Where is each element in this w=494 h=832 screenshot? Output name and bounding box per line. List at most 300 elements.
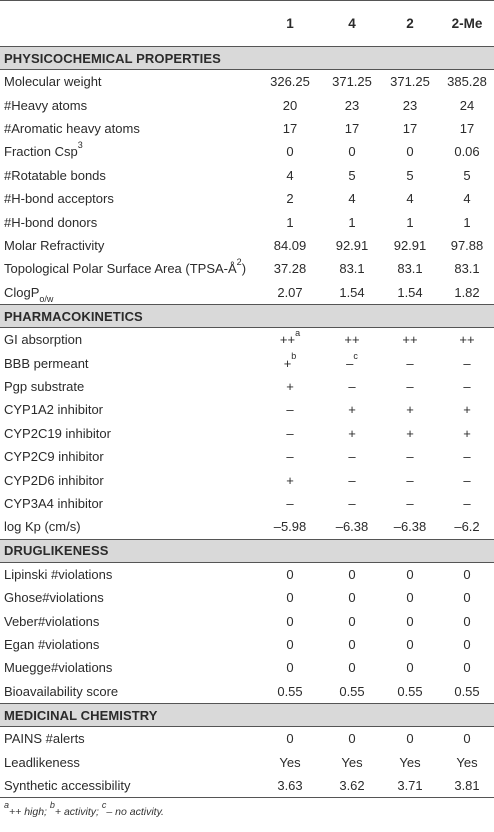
cell-value: 5 <box>348 167 356 183</box>
cell-value: + <box>463 402 471 418</box>
table-cell <box>327 261 377 276</box>
cell-value: – <box>406 449 414 465</box>
cell-value: Yes <box>456 754 478 770</box>
cell-value: 0 <box>463 731 471 747</box>
cell-value: 0 <box>286 613 294 629</box>
table-cell <box>327 74 377 89</box>
row-label-text: #Aromatic heavy atoms <box>4 120 140 136</box>
cell-value: 0 <box>406 660 414 676</box>
cell-value: 1 <box>286 214 294 230</box>
table-cell <box>442 98 492 113</box>
cell-value: – <box>463 378 471 394</box>
table-cell <box>442 191 492 206</box>
cell-value: 0 <box>406 613 414 629</box>
row-label-superscript: 3 <box>77 140 83 151</box>
cell-value: 0 <box>348 590 356 606</box>
section-title: MEDICINAL CHEMISTRY <box>4 707 158 723</box>
table-row <box>0 210 494 233</box>
table-cell <box>327 519 377 534</box>
row-label <box>4 215 97 230</box>
cell-value: 0 <box>406 731 414 747</box>
table-row <box>0 328 494 351</box>
row-label-text: Veber#violations <box>4 613 100 629</box>
table-cell <box>265 590 315 605</box>
table-cell <box>385 426 435 441</box>
table-cell <box>327 144 377 159</box>
table-cell <box>265 637 315 652</box>
table-row <box>0 70 494 93</box>
row-label <box>4 191 114 206</box>
row-label-text: PAINS #alerts <box>4 731 85 747</box>
table-row <box>0 515 494 538</box>
cell-value: 4 <box>286 167 294 183</box>
table-cell <box>265 755 315 770</box>
row-label-text: BBB permeant <box>4 355 89 371</box>
table-cell <box>265 327 315 348</box>
table-rule <box>0 797 494 798</box>
row-label <box>4 426 111 441</box>
cell-value: + <box>283 355 292 371</box>
table-cell <box>265 379 315 394</box>
table-row <box>0 609 494 632</box>
cell-value: – <box>463 449 471 465</box>
row-label-text: #Rotatable bonds <box>4 167 106 183</box>
cell-value: 24 <box>459 97 475 113</box>
table-cell <box>442 144 492 159</box>
row-label <box>4 332 82 347</box>
table-row <box>0 445 494 468</box>
table-cell <box>265 567 315 582</box>
cell-value: 17 <box>459 120 475 136</box>
cell-value: 1 <box>348 214 356 230</box>
row-label-text: Synthetic accessibility <box>4 777 131 793</box>
table-cell <box>442 684 492 699</box>
row-label-text: Topological Polar Surface Area (TPSA-Å <box>4 261 237 277</box>
table-row <box>0 563 494 586</box>
table-cell <box>265 660 315 675</box>
table-cell <box>327 473 377 488</box>
table-cell <box>442 590 492 605</box>
table-row <box>0 633 494 656</box>
row-label-text: ClogP <box>4 284 40 300</box>
cell-value: 1 <box>463 214 471 230</box>
table-row <box>0 750 494 773</box>
table-row <box>0 422 494 445</box>
table-cell <box>442 755 492 770</box>
table-cell <box>265 402 315 417</box>
table-cell <box>327 121 377 136</box>
table-cell <box>265 778 315 793</box>
cell-value: –5.98 <box>273 519 307 535</box>
row-label <box>4 755 80 770</box>
row-label-text: CYP2C19 inhibitor <box>4 425 111 441</box>
table-row <box>0 586 494 609</box>
row-label-text: #H-bond acceptors <box>4 191 114 207</box>
table-cell <box>327 684 377 699</box>
cell-value: – <box>406 472 414 488</box>
section-title: DRUGLIKENESS <box>4 543 109 559</box>
cell-value: ++ <box>344 332 360 348</box>
table-row <box>0 281 494 304</box>
row-label <box>4 473 104 488</box>
table-cell <box>385 168 435 183</box>
table-cell <box>385 285 435 300</box>
table-cell <box>327 351 377 371</box>
cell-value: Yes <box>341 754 363 770</box>
row-label <box>4 567 112 582</box>
table-cell <box>265 351 315 371</box>
table-cell <box>327 426 377 441</box>
cell-value: – <box>463 355 471 371</box>
row-label <box>4 614 99 629</box>
cell-value: + <box>286 378 294 394</box>
row-label-text: Lipinski #violations <box>4 566 113 582</box>
cell-value: ++ <box>459 332 475 348</box>
row-label-text: Pgp substrate <box>4 378 85 394</box>
footnote-mark-c: c <box>101 799 107 810</box>
table-row <box>0 351 494 374</box>
row-label <box>4 519 81 534</box>
cell-value: 83.1 <box>397 261 423 277</box>
cell-value: 17 <box>344 120 360 136</box>
cell-value: 0 <box>348 731 356 747</box>
table-cell <box>442 496 492 511</box>
table-row <box>0 774 494 797</box>
table-row <box>0 398 494 421</box>
cell-value: + <box>286 472 294 488</box>
cell-superscript: c <box>353 351 358 362</box>
table-row <box>0 656 494 679</box>
table-cell <box>265 519 315 534</box>
table-cell <box>442 731 492 746</box>
cell-value: 0.55 <box>397 683 423 699</box>
cell-value: 17 <box>402 120 418 136</box>
cell-value: 0.55 <box>277 683 303 699</box>
cell-value: 4 <box>348 191 356 207</box>
row-label <box>4 356 89 371</box>
row-label-text: Molecular weight <box>4 74 102 90</box>
cell-value: 371.25 <box>390 74 430 90</box>
table-cell <box>327 567 377 582</box>
table-row <box>0 468 494 491</box>
table-cell <box>265 144 315 159</box>
table-cell <box>265 261 315 276</box>
table-cell <box>385 332 435 347</box>
cell-value: 4 <box>463 191 471 207</box>
table-cell <box>327 98 377 113</box>
cell-value: 385.28 <box>447 74 487 90</box>
cell-value: – <box>348 472 356 488</box>
table-cell <box>385 402 435 417</box>
cell-value: + <box>348 402 356 418</box>
cell-value: 0 <box>286 636 294 652</box>
table-cell <box>385 191 435 206</box>
table-cell <box>327 379 377 394</box>
table-row <box>0 257 494 280</box>
cell-value: 0 <box>406 144 414 160</box>
cell-value: – <box>406 495 414 511</box>
table-cell <box>442 74 492 89</box>
row-label <box>4 98 87 113</box>
table-cell <box>327 238 377 253</box>
table-cell <box>385 637 435 652</box>
cell-value: – <box>348 449 356 465</box>
footnote-mark-b: b <box>49 799 55 810</box>
cell-value: + <box>406 402 414 418</box>
cell-value: 0.55 <box>454 683 480 699</box>
row-label <box>4 684 118 699</box>
column-header: 4 <box>348 16 356 32</box>
table-cell <box>442 121 492 136</box>
footnote-text-c: – no activity. <box>106 806 164 818</box>
table-row <box>0 93 494 116</box>
table-cell <box>385 614 435 629</box>
table-cell <box>442 285 492 300</box>
table-cell <box>385 731 435 746</box>
table-cell <box>327 191 377 206</box>
cell-value: 1 <box>406 214 414 230</box>
table-cell <box>327 449 377 464</box>
cell-value: 83.1 <box>339 261 365 277</box>
cell-value: ++ <box>402 332 418 348</box>
table-cell <box>265 473 315 488</box>
table-cell <box>442 168 492 183</box>
table-cell <box>385 496 435 511</box>
cell-value: 0 <box>348 660 356 676</box>
row-label-text: Egan #violations <box>4 636 100 652</box>
table-cell <box>442 473 492 488</box>
cell-value: –6.38 <box>393 519 427 535</box>
table-cell <box>327 614 377 629</box>
column-header: 2 <box>406 16 414 32</box>
cell-value: 0 <box>463 566 471 582</box>
table-cell <box>265 74 315 89</box>
cell-value: –6.38 <box>335 519 369 535</box>
row-label <box>4 660 112 675</box>
row-label-text: Bioavailability score <box>4 683 119 699</box>
table-cell <box>327 731 377 746</box>
table-cell <box>327 285 377 300</box>
cell-value: 3.62 <box>339 777 365 793</box>
table-row <box>0 234 494 257</box>
footnote-text-b: + activity; <box>54 806 102 818</box>
table-cell <box>442 637 492 652</box>
row-label <box>4 590 104 605</box>
table-cell <box>265 215 315 230</box>
table-row <box>0 680 494 703</box>
table-cell <box>385 519 435 534</box>
cell-value: 3.81 <box>454 777 480 793</box>
section-header <box>0 704 494 726</box>
table-cell <box>265 168 315 183</box>
cell-value: 0.06 <box>454 144 480 160</box>
cell-value: – <box>286 402 294 418</box>
table-cell <box>385 567 435 582</box>
table-cell <box>385 144 435 159</box>
cell-value: 0 <box>463 636 471 652</box>
cell-value: 5 <box>406 167 414 183</box>
table-cell <box>265 614 315 629</box>
table-cell <box>327 755 377 770</box>
cell-value: 0 <box>286 660 294 676</box>
table-cell <box>327 168 377 183</box>
cell-value: 97.88 <box>450 237 484 253</box>
footnote-text-a: ++ high; <box>9 806 50 818</box>
row-label-text: CYP3A4 inhibitor <box>4 495 103 511</box>
cell-value: + <box>463 425 471 441</box>
table-cell <box>385 74 435 89</box>
table-cell <box>385 778 435 793</box>
cell-value: 0 <box>286 566 294 582</box>
table-cell <box>385 755 435 770</box>
table-cell <box>385 379 435 394</box>
cell-value: 0 <box>286 731 294 747</box>
row-label-text: Molar Refractivity <box>4 237 105 253</box>
table-cell <box>385 449 435 464</box>
table-cell <box>442 449 492 464</box>
table-cell <box>265 285 315 300</box>
cell-value: – <box>463 495 471 511</box>
cell-value: 4 <box>406 191 414 207</box>
row-label-suffix: ) <box>241 261 247 277</box>
column-header: 1 <box>286 16 294 32</box>
table-cell <box>442 261 492 276</box>
row-label <box>4 778 130 793</box>
cell-value: 2.07 <box>277 284 303 300</box>
cell-value: 3.63 <box>277 777 303 793</box>
cell-value: 0 <box>406 636 414 652</box>
cell-value: + <box>406 425 414 441</box>
row-label-text: GI absorption <box>4 332 83 348</box>
table-row <box>0 727 494 750</box>
row-label <box>4 449 104 464</box>
cell-value: 371.25 <box>332 74 372 90</box>
row-label-text: Ghose#violations <box>4 590 104 606</box>
cell-value: – <box>463 472 471 488</box>
cell-value: ++ <box>279 332 296 348</box>
cell-value: 0 <box>348 636 356 652</box>
table-cell <box>442 215 492 230</box>
table-cell <box>385 215 435 230</box>
row-label-text: #H-bond donors <box>4 214 98 230</box>
table-cell <box>385 121 435 136</box>
table-row <box>0 164 494 187</box>
row-label <box>4 140 83 160</box>
row-label-text: log Kp (cm/s) <box>4 519 81 535</box>
table-cell <box>265 496 315 511</box>
cell-value: 1.54 <box>339 284 365 300</box>
cell-value: 23 <box>344 97 360 113</box>
cell-value: 0 <box>406 590 414 606</box>
cell-value: 326.25 <box>270 74 310 90</box>
cell-value: + <box>348 425 356 441</box>
table-row <box>0 140 494 163</box>
row-label-text: CYP2C9 inhibitor <box>4 449 104 465</box>
table-row <box>0 375 494 398</box>
cell-value: – <box>406 355 414 371</box>
cell-value: 0 <box>463 613 471 629</box>
row-label <box>4 284 54 305</box>
cell-value: 0 <box>286 590 294 606</box>
row-label-text: Fraction Csp <box>4 144 78 160</box>
row-label <box>4 731 85 746</box>
table-cell <box>265 449 315 464</box>
table-cell <box>442 519 492 534</box>
table-cell <box>442 379 492 394</box>
row-label <box>4 238 104 253</box>
cell-value: 0 <box>463 590 471 606</box>
cell-value: –6.2 <box>454 519 480 535</box>
table-cell <box>442 238 492 253</box>
row-label-text: CYP1A2 inhibitor <box>4 402 103 418</box>
section-title: PHARMACOKINETICS <box>4 308 143 324</box>
table-row <box>0 187 494 210</box>
cell-value: – <box>348 495 356 511</box>
row-label <box>4 637 99 652</box>
cell-value: 3.71 <box>397 777 423 793</box>
row-label <box>4 402 103 417</box>
cell-value: 92.91 <box>335 237 369 253</box>
row-label <box>4 168 106 183</box>
section-header <box>0 305 494 327</box>
footnote-mark-a: a <box>4 799 10 810</box>
cell-value: 1.82 <box>454 284 480 300</box>
table-cell <box>265 238 315 253</box>
cell-value: – <box>406 378 414 394</box>
table-cell <box>265 731 315 746</box>
table-cell <box>442 356 492 371</box>
table-cell <box>265 121 315 136</box>
table-row <box>0 117 494 140</box>
table-cell <box>327 496 377 511</box>
cell-value: 2 <box>286 191 294 207</box>
table-cell <box>327 660 377 675</box>
table-cell <box>265 426 315 441</box>
table-cell <box>442 426 492 441</box>
table-cell <box>265 98 315 113</box>
table-cell <box>327 590 377 605</box>
cell-value: 0 <box>406 566 414 582</box>
table-cell <box>327 332 377 347</box>
table-cell <box>265 191 315 206</box>
section-header <box>0 47 494 69</box>
cell-value: Yes <box>279 754 301 770</box>
cell-value: 5 <box>463 167 471 183</box>
cell-value: 0 <box>463 660 471 676</box>
table-cell <box>385 261 435 276</box>
table-cell <box>327 215 377 230</box>
cell-value: 0 <box>348 566 356 582</box>
row-label-text: Muegge#violations <box>4 660 113 676</box>
cell-value: 20 <box>282 97 298 113</box>
cell-value: – <box>286 449 294 465</box>
cell-value: 37.28 <box>273 261 307 277</box>
table-rule <box>0 0 494 1</box>
table-cell <box>265 684 315 699</box>
row-label-subscript: o/w <box>39 294 54 305</box>
cell-value: – <box>286 495 294 511</box>
cell-value: Yes <box>399 754 421 770</box>
table-cell <box>385 684 435 699</box>
table-cell <box>442 614 492 629</box>
row-label-superscript: 2 <box>236 257 242 268</box>
table-row <box>0 492 494 515</box>
row-label <box>4 379 84 394</box>
table-cell <box>442 660 492 675</box>
row-label-text: CYP2D6 inhibitor <box>4 472 104 488</box>
cell-value: 0 <box>348 144 356 160</box>
cell-superscript: b <box>291 351 297 362</box>
